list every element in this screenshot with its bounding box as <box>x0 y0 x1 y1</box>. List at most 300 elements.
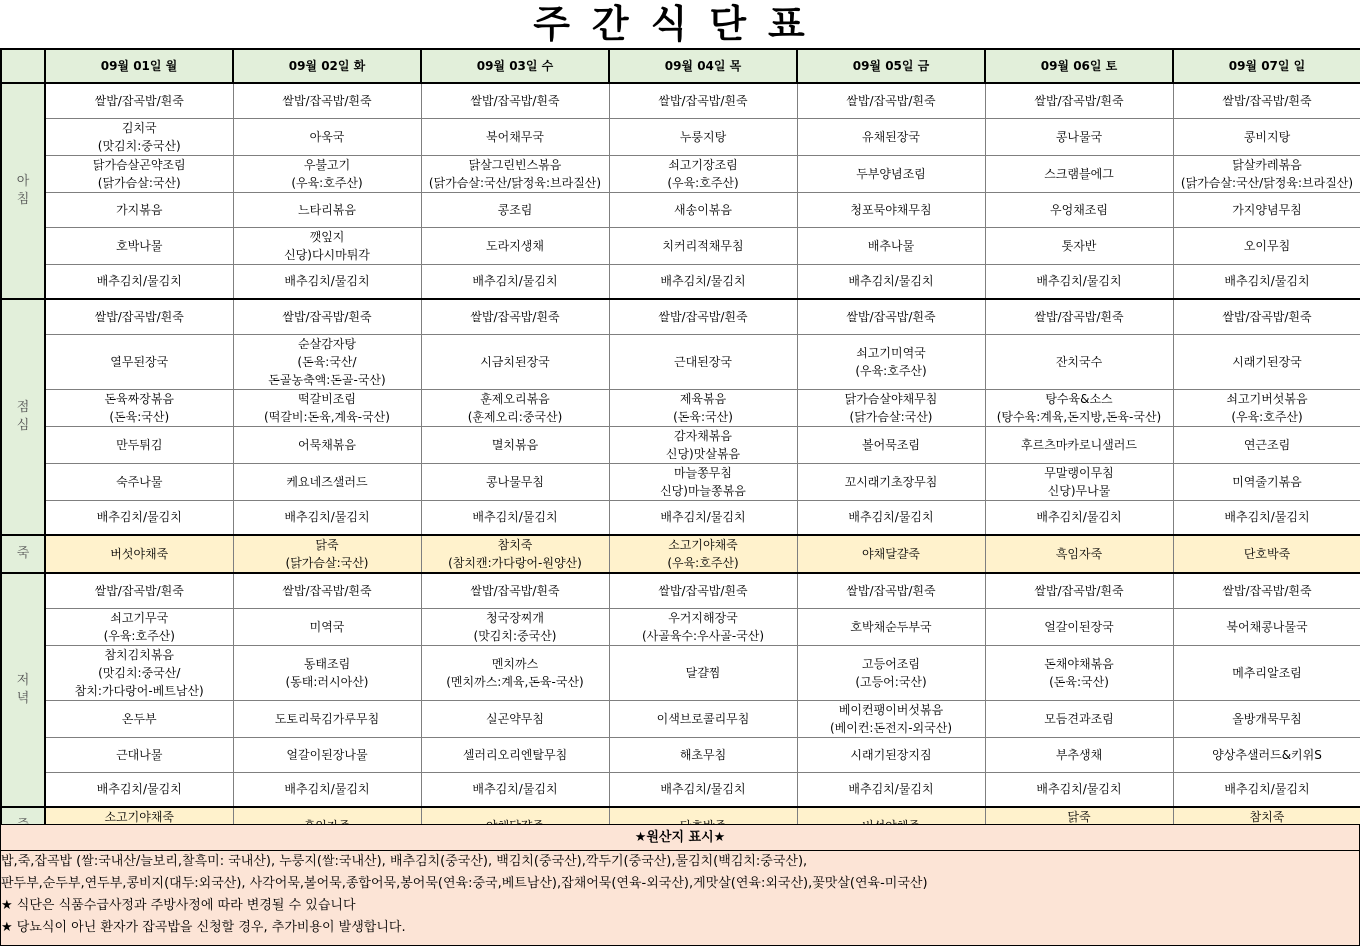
menu-cell <box>797 299 985 334</box>
dish-name: 흑임자죽 <box>1055 547 1103 561</box>
menu-cell <box>421 389 609 426</box>
menu-cell <box>1173 83 1360 118</box>
menu-cell <box>1173 389 1360 426</box>
menu-cell <box>45 192 233 227</box>
origin-line: 판두부,순두부,연두부,콩비지(대두:외국산), 사각어묵,볼어묵,종합어묵,봉어묵(연육:중국,베트남산),잡채어묵(연육-외국산),게맛살(연육:외국산),꽃맛살(연육-미국산) <box>1 876 928 891</box>
meal-label-char: 점 <box>16 400 30 415</box>
dish-name: 청포묵야채무침 <box>850 202 932 217</box>
menu-cell <box>985 83 1173 118</box>
dish-name: 근대나물 <box>116 747 163 762</box>
menu-cell <box>233 118 421 155</box>
menu-cell <box>233 608 421 645</box>
menu-cell <box>609 227 797 264</box>
dish-name: 우불고기 <box>303 157 351 172</box>
menu-cell <box>797 772 985 807</box>
dish-name: 쌀밥/잡곡밥/흰죽 <box>1222 583 1312 598</box>
menu-cell <box>1173 608 1360 645</box>
dish-name: 참치죽 <box>497 538 533 552</box>
menu-cell <box>45 645 233 700</box>
dish-name: 도토리묵김가루무침 <box>274 711 380 726</box>
dish-origin: (우육:호주산) <box>667 556 739 570</box>
dish-origin: (닭가슴살:국산/닭정육:브라질산) <box>1180 175 1354 190</box>
menu-cell <box>985 573 1173 608</box>
dish-name: 달걀찜 <box>685 665 721 680</box>
menu-cell <box>609 535 797 573</box>
dish-name: 소고기야채죽 <box>104 810 175 824</box>
menu-cell <box>797 389 985 426</box>
dish-name: 쌀밥/잡곡밥/흰죽 <box>1222 309 1312 324</box>
dish-origin: 신당)맛살볶음 <box>665 446 741 461</box>
dish-origin: (맛김치:중국산) <box>97 138 181 153</box>
origin-notice <box>0 824 1360 946</box>
dish-name: 쌀밥/잡곡밥/흰죽 <box>94 583 184 598</box>
menu-cell <box>609 573 797 608</box>
weekly-menu-table <box>0 48 1360 846</box>
day-header: 09월 01일 월 <box>45 49 233 83</box>
menu-cell <box>421 299 609 334</box>
dish-name: 쌀밥/잡곡밥/흰죽 <box>282 309 372 324</box>
menu-cell <box>1173 463 1360 500</box>
dish-name: 가지양념무침 <box>1232 202 1302 217</box>
menu-cell <box>797 608 985 645</box>
meal-label-char: 아 <box>16 174 30 189</box>
dish-name: 콩나물무침 <box>486 474 544 489</box>
menu-cell <box>985 155 1173 192</box>
dish-origin: (닭가슴살:국산) <box>97 175 181 190</box>
dish-origin: (우육:호주산) <box>103 628 175 643</box>
menu-cell <box>1173 299 1360 334</box>
dish-origin: (고등어:국산) <box>855 674 927 689</box>
menu-cell <box>797 83 985 118</box>
dish-name: 떡갈비조림 <box>298 391 356 406</box>
dish-origin: (탕수육:계육,돈지방,돈육-국산) <box>996 409 1162 424</box>
menu-cell <box>45 737 233 772</box>
menu-cell <box>985 426 1173 463</box>
dish-name: 부추생채 <box>1055 747 1103 762</box>
menu-cell <box>233 299 421 334</box>
dish-name: 쌀밥/잡곡밥/흰죽 <box>470 309 560 324</box>
dish-name: 유채된장국 <box>862 129 920 144</box>
dish-name: 얼갈이된장국 <box>1044 619 1114 634</box>
menu-cell <box>45 83 233 118</box>
dish-name: 배추김치/물김치 <box>1224 510 1310 525</box>
menu-cell <box>797 535 985 573</box>
dish-name: 배추김치/물김치 <box>472 782 558 797</box>
dish-origin: (사골육수:우사골-국산) <box>641 628 765 643</box>
dish-name: 야채달걀죽 <box>862 547 920 561</box>
menu-cell <box>421 192 609 227</box>
menu-cell <box>233 737 421 772</box>
dish-name: 아욱국 <box>309 129 345 144</box>
dish-name: 양상추샐러드&키위S <box>1212 747 1322 762</box>
day-header: 09월 03일 수 <box>421 49 609 83</box>
menu-cell <box>985 645 1173 700</box>
menu-cell <box>1173 737 1360 772</box>
dish-origin: (닭가슴살:국산) <box>285 556 369 570</box>
dish-name: 배추김치/물김치 <box>660 782 746 797</box>
menu-cell <box>421 227 609 264</box>
meal-label-3 <box>1 573 45 807</box>
dish-name: 동태조림 <box>303 656 351 671</box>
dish-name: 미역줄기볶음 <box>1232 474 1302 489</box>
dish-name: 누룽지탕 <box>679 129 727 144</box>
meal-label-2 <box>1 535 45 573</box>
dish-name: 쌀밥/잡곡밥/흰죽 <box>470 583 560 598</box>
menu-cell <box>985 299 1173 334</box>
dish-name: 쌀밥/잡곡밥/흰죽 <box>282 93 372 108</box>
menu-cell <box>609 426 797 463</box>
dish-name: 숙주나물 <box>116 474 163 489</box>
dish-origin: (우육:호주산) <box>1231 409 1303 424</box>
dish-name: 연근조림 <box>1243 437 1291 452</box>
dish-name: 근대된장국 <box>674 354 732 369</box>
dish-origin: (돈육:국산) <box>109 409 170 424</box>
dish-name: 베이컨팽이버섯볶음 <box>838 702 944 717</box>
dish-name: 탕수육&소스 <box>1045 391 1113 406</box>
dish-name: 이색브로콜리무침 <box>656 711 750 726</box>
menu-cell <box>233 155 421 192</box>
origin-notice-title: ★원산지 표시★ <box>1 825 1359 851</box>
dish-name: 배추김치/물김치 <box>96 782 182 797</box>
notice-line: ★ 식단은 식품수급사정과 주방사정에 따라 변경될 수 있습니다 <box>1 898 356 913</box>
menu-cell <box>985 334 1173 389</box>
menu-cell <box>233 645 421 700</box>
dish-name: 배추김치/물김치 <box>660 274 746 289</box>
dish-name: 쌀밥/잡곡밥/흰죽 <box>94 93 184 108</box>
menu-cell <box>985 389 1173 426</box>
menu-cell <box>1173 264 1360 299</box>
dish-name: 북어채무국 <box>486 129 544 144</box>
dish-name: 버섯야채죽 <box>110 547 169 561</box>
menu-cell <box>421 645 609 700</box>
dish-name: 멘치까스 <box>491 656 539 671</box>
meal-label-char: 침 <box>16 192 30 207</box>
menu-cell <box>985 264 1173 299</box>
menu-cell <box>797 227 985 264</box>
dish-name: 쌀밥/잡곡밥/흰죽 <box>658 583 748 598</box>
dish-name: 시래기된장국 <box>1232 354 1302 369</box>
menu-cell <box>421 426 609 463</box>
dish-name: 얼갈이된장나물 <box>286 747 368 762</box>
dish-name: 쌀밥/잡곡밥/흰죽 <box>94 309 184 324</box>
dish-name: 꼬시래기초장무침 <box>844 474 938 489</box>
menu-cell <box>609 645 797 700</box>
menu-cell <box>1173 772 1360 807</box>
menu-cell <box>797 700 985 737</box>
dish-name: 고등어조림 <box>862 656 920 671</box>
dish-name: 닭죽 <box>1067 810 1091 824</box>
dish-name: 배추김치/물김치 <box>848 782 934 797</box>
menu-cell <box>985 737 1173 772</box>
menu-cell <box>797 500 985 535</box>
dish-origin: (떡갈비:돈육,계육-국산) <box>264 409 390 424</box>
dish-name: 볼어묵조림 <box>862 437 920 452</box>
dish-name: 쌀밥/잡곡밥/흰죽 <box>846 309 936 324</box>
menu-cell <box>421 118 609 155</box>
menu-cell <box>797 426 985 463</box>
menu-cell <box>45 772 233 807</box>
dish-name: 쌀밥/잡곡밥/흰죽 <box>282 583 372 598</box>
dish-origin: 신당)무나물 <box>1047 483 1111 498</box>
dish-name: 잔치국수 <box>1055 354 1103 369</box>
dish-name: 닭살카레볶음 <box>1232 157 1302 172</box>
menu-cell <box>609 500 797 535</box>
menu-cell <box>421 500 609 535</box>
dish-name: 쌀밥/잡곡밥/흰죽 <box>470 93 560 108</box>
dish-name: 배추김치/물김치 <box>1036 510 1122 525</box>
menu-cell <box>609 608 797 645</box>
dish-name: 온두부 <box>121 711 157 726</box>
menu-cell <box>45 389 233 426</box>
dish-name: 닭살그린빈스볶음 <box>468 157 562 172</box>
dish-name: 쌀밥/잡곡밥/흰죽 <box>1222 93 1312 108</box>
dish-name: 쌀밥/잡곡밥/흰죽 <box>1034 93 1124 108</box>
menu-cell <box>797 645 985 700</box>
menu-cell <box>45 264 233 299</box>
menu-cell <box>233 500 421 535</box>
menu-cell <box>421 155 609 192</box>
dish-name: 케요네즈샐러드 <box>286 474 368 489</box>
dish-origin: (멘치까스:계육,돈육-국산) <box>446 674 584 689</box>
menu-cell <box>985 227 1173 264</box>
dish-origin: (동태:러시아산) <box>285 674 369 689</box>
menu-cell <box>1173 118 1360 155</box>
dish-name: 순살감자탕 <box>298 336 356 351</box>
menu-cell <box>45 118 233 155</box>
menu-cell <box>609 264 797 299</box>
dish-name: 열무된장국 <box>110 354 169 369</box>
menu-cell <box>45 500 233 535</box>
day-header: 09월 02일 화 <box>233 49 421 83</box>
dish-name: 모듬견과조림 <box>1044 711 1114 726</box>
menu-cell <box>45 608 233 645</box>
meal-label-char: 녁 <box>16 691 30 706</box>
dish-origin: (닭가슴살:국산/닭정육:브라질산) <box>428 175 602 190</box>
menu-cell <box>421 737 609 772</box>
dish-origin: (우육:호주산) <box>667 175 739 190</box>
menu-cell <box>1173 227 1360 264</box>
menu-cell <box>609 334 797 389</box>
dish-origin: 신당)다시마튀각 <box>284 247 370 262</box>
menu-cell <box>609 737 797 772</box>
menu-cell <box>609 299 797 334</box>
menu-cell <box>1173 426 1360 463</box>
menu-cell <box>233 227 421 264</box>
menu-cell <box>233 83 421 118</box>
dish-name: 후르츠마카로니샐러드 <box>1021 437 1137 452</box>
dish-origin: (참치캔:가다랑어-원양산) <box>448 556 582 570</box>
day-header: 09월 04일 목 <box>609 49 797 83</box>
menu-cell <box>1173 155 1360 192</box>
day-header: 09월 06일 토 <box>985 49 1173 83</box>
dish-name: 느타리볶음 <box>298 202 356 217</box>
menu-cell <box>233 573 421 608</box>
dish-name: 마늘쫑무침 <box>674 465 732 480</box>
dish-name: 배추김치/물김치 <box>660 510 746 525</box>
dish-name: 단호박죽 <box>1243 547 1291 561</box>
dish-name: 쇠고기미역국 <box>856 345 926 360</box>
menu-cell <box>45 155 233 192</box>
dish-name: 배추김치/물김치 <box>848 274 934 289</box>
dish-name: 배추김치/물김치 <box>1036 782 1122 797</box>
menu-cell <box>985 463 1173 500</box>
dish-name: 콩나물국 <box>1055 129 1103 144</box>
menu-cell <box>45 334 233 389</box>
dish-name: 쇠고기버섯볶음 <box>1226 391 1308 406</box>
dish-name: 쌀밥/잡곡밥/흰죽 <box>658 93 748 108</box>
dish-name: 가지볶음 <box>116 202 163 217</box>
menu-cell <box>45 463 233 500</box>
menu-cell <box>233 463 421 500</box>
menu-cell <box>797 573 985 608</box>
dish-origin: (돈육:국산) <box>673 409 733 424</box>
menu-cell <box>421 608 609 645</box>
dish-origin: 돈골농축액:돈골-국산) <box>268 372 386 387</box>
dish-name: 배추김치/물김치 <box>472 274 558 289</box>
menu-cell <box>233 334 421 389</box>
dish-name: 배추김치/물김치 <box>284 510 370 525</box>
menu-cell <box>609 155 797 192</box>
dish-name: 제육볶음 <box>679 391 727 406</box>
dish-name: 배추김치/물김치 <box>472 510 558 525</box>
menu-cell <box>45 227 233 264</box>
dish-name: 콩비지탕 <box>1243 129 1291 144</box>
dish-name: 쇠고기장조림 <box>668 157 738 172</box>
menu-cell <box>797 264 985 299</box>
dish-name: 돈채야채볶음 <box>1044 656 1114 671</box>
dish-name: 북어채콩나물국 <box>1226 619 1308 634</box>
dish-name: 배추나물 <box>867 238 915 253</box>
dish-name: 톳자반 <box>1061 238 1097 253</box>
menu-cell <box>45 573 233 608</box>
dish-name: 호박나물 <box>116 238 163 253</box>
meal-label-text: 죽 <box>16 546 30 561</box>
dish-name: 셀러리오리엔탈무침 <box>462 747 568 762</box>
dish-origin: (베이컨:돈전지-외국산) <box>829 720 953 735</box>
dish-name: 메추리알조림 <box>1232 665 1302 680</box>
menu-cell <box>985 535 1173 573</box>
dish-name: 배추김치/물김치 <box>284 274 370 289</box>
dish-name: 쌀밥/잡곡밥/흰죽 <box>846 93 936 108</box>
menu-cell <box>421 463 609 500</box>
dish-name: 쌀밥/잡곡밥/흰죽 <box>1034 309 1124 324</box>
dish-origin: 신당)마늘쫑볶음 <box>660 483 746 498</box>
dish-name: 시금치된장국 <box>480 354 550 369</box>
dish-name: 감자채볶음 <box>674 428 732 443</box>
dish-origin: (훈제오리:중국산) <box>467 409 563 424</box>
menu-cell <box>609 118 797 155</box>
menu-cell <box>421 700 609 737</box>
header-corner <box>1 49 45 83</box>
menu-cell <box>1173 645 1360 700</box>
dish-name: 무말랭이무침 <box>1044 465 1114 480</box>
menu-cell <box>421 535 609 573</box>
dish-name: 훈제오리볶음 <box>480 391 550 406</box>
menu-cell <box>609 700 797 737</box>
dish-name: 참치김치볶음 <box>104 647 175 662</box>
dish-name: 우엉채조림 <box>1050 202 1108 217</box>
menu-cell <box>609 83 797 118</box>
dish-name: 쇠고기무국 <box>110 610 169 625</box>
dish-name: 호박채순두부국 <box>850 619 932 634</box>
dish-name: 배추김치/물김치 <box>1224 274 1310 289</box>
meal-label-0 <box>1 83 45 299</box>
dish-name: 깻잎지 <box>309 229 345 244</box>
menu-cell <box>233 535 421 573</box>
menu-cell <box>233 264 421 299</box>
dish-name: 치커리적채무침 <box>662 238 744 253</box>
dish-name: 배추김치/물김치 <box>96 274 182 289</box>
dish-origin: (돈육:국산/ <box>297 354 357 369</box>
dish-name: 우거지해장국 <box>668 610 738 625</box>
dish-name: 돈육짜장볶음 <box>104 391 175 406</box>
dish-name: 오이무침 <box>1243 238 1291 253</box>
dish-origin: (우육:호주산) <box>855 363 927 378</box>
menu-cell <box>45 426 233 463</box>
menu-cell <box>233 389 421 426</box>
menu-cell <box>421 573 609 608</box>
menu-cell <box>609 772 797 807</box>
menu-cell <box>609 463 797 500</box>
menu-cell <box>233 700 421 737</box>
menu-cell <box>1173 500 1360 535</box>
menu-cell <box>797 463 985 500</box>
dish-name: 쌀밥/잡곡밥/흰죽 <box>846 583 936 598</box>
dish-name: 쌀밥/잡곡밥/흰죽 <box>1034 583 1124 598</box>
notice-line: ★ 당뇨식이 아닌 환자가 잡곡밥을 신청할 경우, 추가비용이 발생합니다. <box>1 920 406 935</box>
dish-name: 소고기야채죽 <box>668 538 738 552</box>
menu-cell <box>985 772 1173 807</box>
menu-cell <box>45 700 233 737</box>
menu-cell <box>1173 700 1360 737</box>
menu-cell <box>797 118 985 155</box>
menu-cell <box>985 500 1173 535</box>
day-header: 09월 05일 금 <box>797 49 985 83</box>
meal-label-1 <box>1 299 45 535</box>
menu-cell <box>985 192 1173 227</box>
menu-cell <box>421 772 609 807</box>
dish-name: 콩조림 <box>497 202 533 217</box>
dish-origin: (맛김치:중국산/ <box>98 665 181 680</box>
menu-cell <box>233 192 421 227</box>
menu-cell <box>797 334 985 389</box>
dish-name: 참치죽 <box>1249 810 1285 824</box>
menu-cell <box>233 426 421 463</box>
menu-cell <box>985 700 1173 737</box>
dish-name: 시래기된장지짐 <box>850 747 932 762</box>
origin-line: 밥,죽,잡곡밥 (쌀:국내산/늘보리,찰흑미: 국내산), 누룽지(쌀:국내산), 배추김치(중국산), 백김치(중국산),깍두기(중국산),물김치(백김치:중국산), <box>1 854 808 869</box>
dish-origin: (돈육:국산) <box>1049 674 1109 689</box>
dish-name: 배추김치/물김치 <box>848 510 934 525</box>
dish-name: 해초무침 <box>679 747 727 762</box>
page-title: 주간식단표 <box>533 2 827 46</box>
menu-cell <box>609 389 797 426</box>
dish-name: 멸치볶음 <box>491 437 539 452</box>
dish-name: 두부양념조림 <box>856 166 926 181</box>
day-header: 09월 07일 일 <box>1173 49 1360 83</box>
menu-cell <box>797 155 985 192</box>
menu-cell <box>609 192 797 227</box>
menu-cell <box>797 192 985 227</box>
dish-name: 실곤약무침 <box>486 711 544 726</box>
dish-origin: (우육:호주산) <box>291 175 363 190</box>
menu-cell <box>1173 535 1360 573</box>
dish-name: 청국장찌개 <box>486 610 544 625</box>
menu-cell <box>985 118 1173 155</box>
meal-label-char: 심 <box>16 418 30 433</box>
dish-name: 올방개묵무침 <box>1232 711 1302 726</box>
menu-cell <box>985 608 1173 645</box>
